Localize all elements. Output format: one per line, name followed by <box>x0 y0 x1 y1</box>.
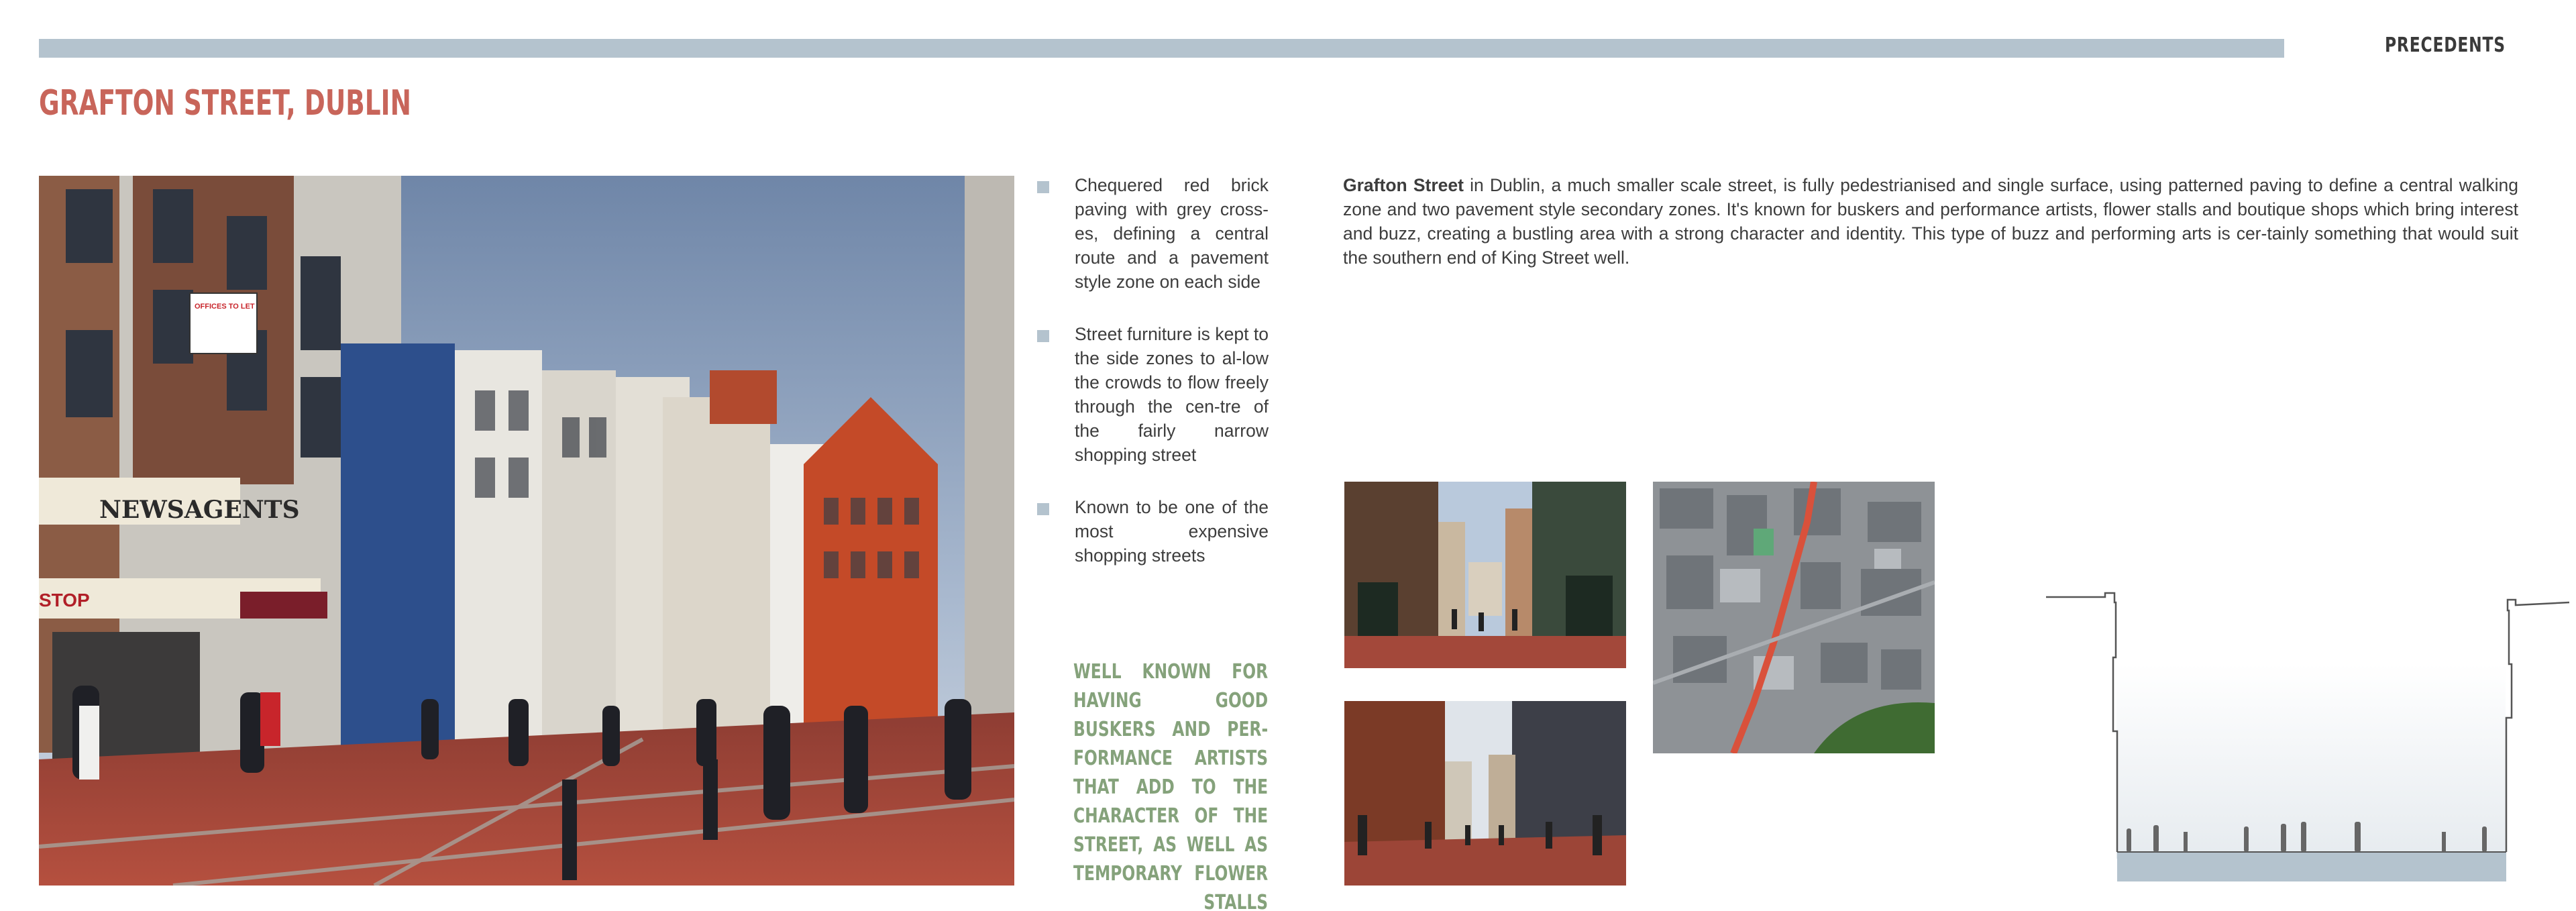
bullet-text: Chequered red brick paving with grey cross-es, defining a central route and a pavement style zone on each side <box>1075 175 1269 292</box>
main-street-photo <box>39 176 1014 886</box>
street-section-drawing <box>2046 584 2569 892</box>
street-thumbnail-1 <box>1344 482 1626 668</box>
section-label: PRECEDENTS <box>2385 34 2506 57</box>
bullet-marker <box>1037 330 1049 342</box>
bullet-marker <box>1037 503 1049 515</box>
aerial-map-thumbnail <box>1653 482 1935 753</box>
description-lead: Grafton Street <box>1343 175 1464 195</box>
bullet-item <box>1037 495 1269 568</box>
highlight-quote <box>1073 657 1268 911</box>
stop-sign: STOP <box>39 590 90 610</box>
description-paragraph <box>1343 173 2518 270</box>
newsagents-sign: NEWSAGENTS <box>99 496 300 524</box>
description-body: in Dublin, a much smaller scale street, is fully pedestrianised and single surface, using patterned paving to define a central walking zone and two pavement style secondary zones. It's known for buskers and performance artists, flower stalls and boutique shops which bring interest and buzz, creating a bustling area with a strong character and identity. This type of buzz and performing arts is cer-tainly something that would suit the southern end of King Street well. <box>1343 175 2518 268</box>
bullet-item <box>1037 173 1269 294</box>
header-bar <box>39 39 2284 58</box>
bullet-item <box>1037 322 1269 467</box>
offices-to-let-sign: OFFICES TO LET <box>195 303 255 311</box>
bullet-marker <box>1037 181 1049 193</box>
bullet-text: Street furniture is kept to the side zones to al-low the crowds to flow freely through the cen-tre of the fairly narrow shopping street <box>1075 324 1269 465</box>
feature-bullets <box>1037 173 1269 596</box>
page-title: GRAFTON STREET, DUBLIN <box>39 83 411 123</box>
highlight-quote-text: WELL KNOWN FOR HAVING GOOD BUSKERS AND PER-FORMANCE ARTISTS THAT ADD TO THE CHARACTER OF THE STREET, AS WELL AS TEMPORARY FLOWER STALLS <box>1073 660 1269 911</box>
bullet-text: Known to be one of the most expensive shopping streets <box>1075 497 1269 566</box>
street-thumbnail-2 <box>1344 701 1626 886</box>
